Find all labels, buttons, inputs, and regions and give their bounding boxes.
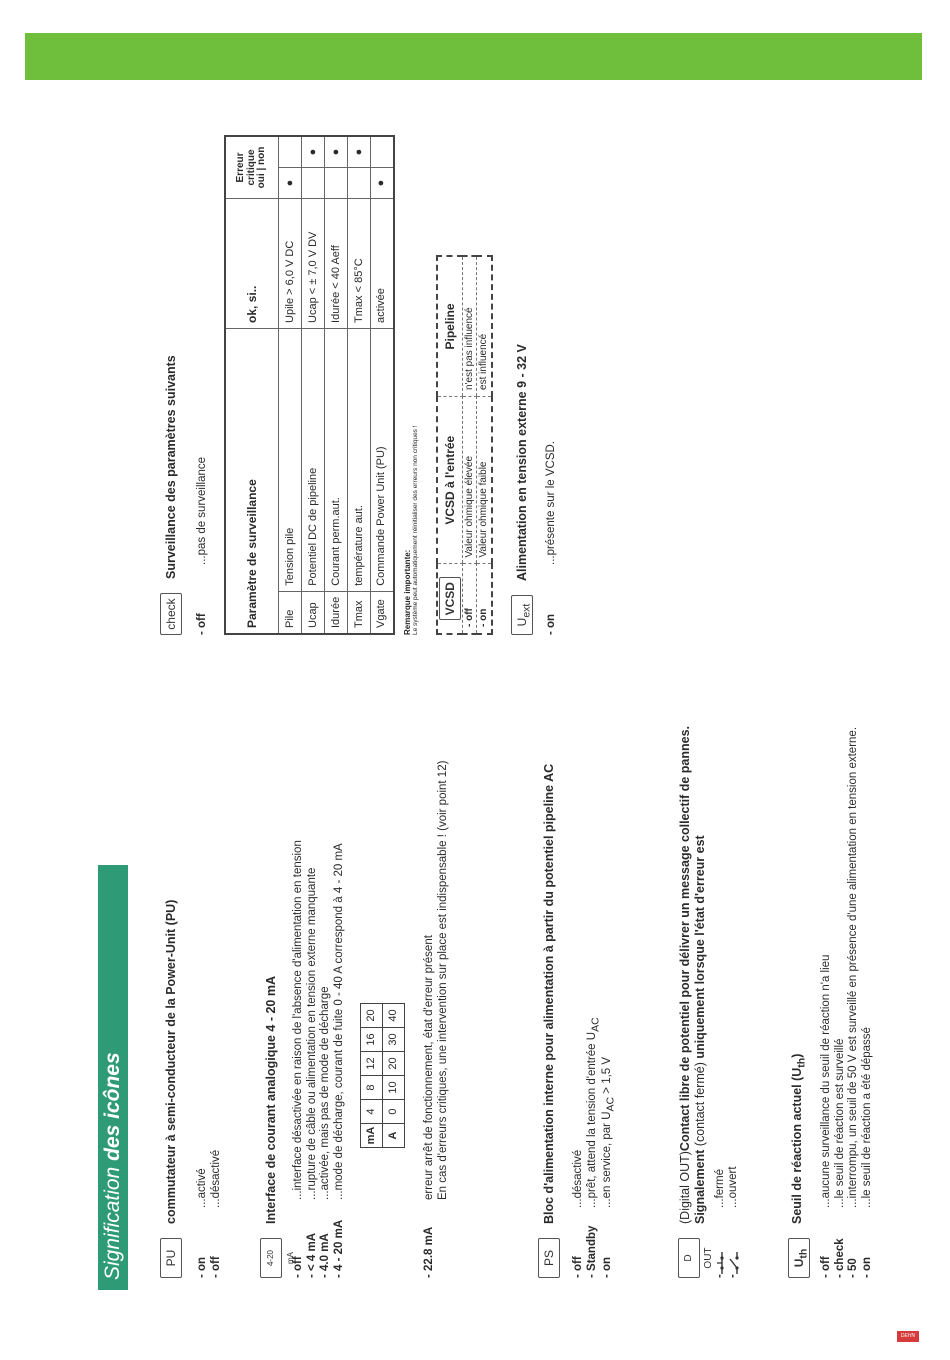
check-block (160, 135, 559, 635)
monitoring-param-header: Paramètre de surveillance (225, 328, 279, 634)
brand-logo: DEHN (897, 1331, 919, 1342)
vcsd-pipeline-header: Pipeline (437, 256, 463, 396)
ps-block (538, 718, 617, 1278)
uext-icon: Uext (511, 595, 533, 635)
pu-icon: PU (160, 1238, 182, 1278)
uth-block (788, 478, 874, 1278)
ma-conversion-table: mA 4 8 12 16 20 A 0 10 20 30 40 (360, 1003, 405, 1148)
title-light: Signification (101, 1160, 124, 1280)
analog-error-item: - 22.8 mA erreur arrêt de fonctionnement, état d'erreur présent En cas d'erreurs critiques, une intervention sur place est indispensable ! (voir point 12) (423, 760, 449, 1278)
ps-item-standby: - Standby ...prêt, attend la tension d'entrée UAC (585, 1017, 601, 1278)
monitoring-ok-header: ok, si.. (225, 198, 279, 328)
check-heading: Surveillance des paramètres suivants (163, 355, 178, 579)
analog-item: - 4.0 mA ...activée, mais pas de mode de décharge (319, 986, 332, 1278)
check-off-item: - off ...pas de surveillance (196, 456, 208, 635)
pu-item-off: - off ...désactivé (209, 1149, 222, 1278)
pu-item-on: - on ...activé (196, 1168, 208, 1278)
analog-item: - off ...interface désactivée en raison de l'absence d'alimentation en tension (292, 840, 304, 1278)
table-row: - off Valeur ohmique élevée n'est pas influencé (462, 256, 477, 634)
analog-block (260, 718, 450, 1278)
dout-icon: D OUT (678, 1238, 700, 1278)
check-icon: check (160, 593, 182, 635)
top-color-bar (25, 33, 922, 80)
table-row: Vgate Commande Power Unit (PU) activée ● (371, 136, 394, 634)
switch-closed-icon (714, 1252, 726, 1274)
vcsd-table (436, 255, 494, 635)
ps-icon: PS (538, 1238, 560, 1278)
table-row: Tmax température aut. Tmax < 85°C ● (348, 136, 371, 634)
vcsd-icon: VCSD (439, 577, 461, 620)
uext-heading: Alimentation en tension externe 9 - 32 V (514, 344, 529, 581)
table-row: - on Valeur ohmique faible est influencé (477, 256, 492, 634)
analog-heading: Interface de courant analogique 4 - 20 mA (263, 976, 278, 1224)
current-interface-icon: 4-20 mA (260, 1238, 282, 1278)
uth-item: - 50 ...interrompu, un seuil de 50 V est surveillé en présence d'une alimentation en tension externe. (847, 726, 860, 1278)
analog-item: - 4 - 20 mA ...mode de décharge, courant de fuite 0 - 40 A correspond à 4 - 20 mA (332, 843, 345, 1278)
uext-on-item: - on ...présente sur le VCSD. (545, 441, 558, 635)
dout-heading-pre: (Digital OUT) (678, 1151, 692, 1224)
uth-item: - check ...le seuil de réaction est surveillé (833, 1038, 846, 1278)
note-title: Remarque importante: (402, 549, 412, 635)
uth-item: - on ...le seuil de réaction a été dépassé (860, 1027, 873, 1278)
uth-heading: Seuil de réaction actuel $(U_{th})$ (790, 1053, 808, 1224)
table-row: Ucap Potentiel DC de pipeline Ucap < ± 7,0 V DV ● (302, 136, 325, 634)
ps-item-off: - off ...désactivé (572, 1149, 584, 1278)
rotated-content (98, 90, 918, 1290)
pu-heading: commutateur à semi-conducteur de la Power-Unit (PU) (163, 899, 178, 1224)
dout-open-item: - ...ouvert (727, 1166, 740, 1278)
table-row: Idurée Courant perm.aut. Idurée < 40 Aeff ● (325, 136, 348, 634)
switch-open-icon (728, 1252, 740, 1274)
monitoring-error-header: Erreur critique oui | non (225, 136, 279, 198)
ps-heading: Bloc d'alimentation interne pour alimentation à partir du potentiel pipeline AC (541, 763, 556, 1224)
pu-block (160, 758, 223, 1278)
uth-item: - off ...aucune surveillance du seuil de réaction n'a lieu (820, 954, 832, 1278)
dout-closed-item: - ...fermé (713, 1169, 726, 1278)
section-title-band (98, 865, 128, 1290)
title-bold: des icônes (101, 1052, 124, 1161)
monitoring-table (224, 135, 395, 635)
dout-block: D OUT (Digital OUT)Contact libre de potentiel pour délivrer un message collectif de pannes. Signalement (contact fermé) uniquement lorsque l'état d'erreur est - ...fermé - ...ouvert (678, 718, 741, 1278)
vcsd-input-header: VCSD à l'entrée (437, 396, 463, 564)
ps-item-on: - on ...en service, par UAC > 1,5 V (601, 1056, 617, 1278)
note-text: Le système peut automatiquement réinitialiser des erreurs non critiques ! (412, 425, 419, 635)
uth-icon: Uth (788, 1238, 810, 1278)
dout-heading: Contact libre de potentiel pour délivrer un message collectif de pannes. (678, 725, 692, 1152)
table-row: Pile Tension pile Upile > 6,0 V DC ● (279, 136, 302, 634)
analog-item: - < 4 mA ...rupture de câble ou alimentation en tension externe manquante (305, 867, 318, 1278)
